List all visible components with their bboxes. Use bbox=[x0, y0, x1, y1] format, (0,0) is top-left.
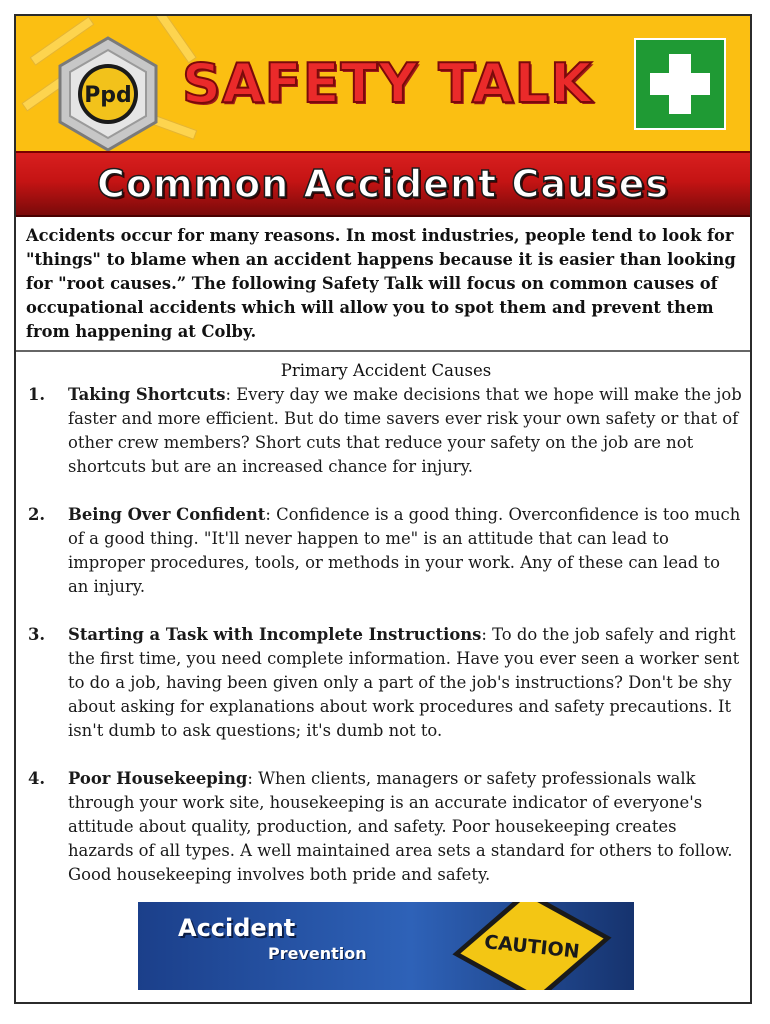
intro-paragraph: Accidents occur for many reasons. In most industries, people tend to look for "things" to blame when an accident happens because it is easier than looking for "root causes.” The following Safety Talk will focus on common causes of occupational accidents which will allow you to spot them and prevent them from happening at Colby. bbox=[26, 226, 736, 341]
list-item bbox=[16, 503, 750, 599]
item-text: : Every day we make decisions that we hope will make the job faster and more efficient. But do time savers ever risk your own safety or that of other crew members? Short cuts that reduce your safety on the job are not shortcuts but are an increased chance for injury. bbox=[68, 385, 742, 476]
list-item bbox=[16, 767, 750, 887]
caution-sign-icon bbox=[440, 902, 630, 990]
item-number: 4. bbox=[28, 769, 46, 788]
accident-prevention-banner bbox=[138, 902, 634, 990]
item-number: 1. bbox=[28, 385, 46, 404]
safety-talk-sheet bbox=[14, 14, 752, 1004]
causes-list bbox=[16, 383, 750, 887]
svg-text:CAUTION: CAUTION bbox=[483, 931, 581, 963]
item-text: : Confidence is a good thing. Overconfidence is too much of a good thing. "It'll never happen to me" is an attitude that can lead to improper procedures, tools, or methods in your work. Any of these can lead to an injury. bbox=[68, 505, 741, 596]
page-title: SAFETY TALK bbox=[182, 52, 593, 115]
banner-line1: Accident bbox=[178, 914, 296, 942]
section-title-band bbox=[16, 151, 750, 217]
item-text: : To do the job safely and right the first time, you need complete information. Have you ever seen a worker sent to do a job, having been given only a part of the job's instructions? Don't be shy about asking for explanations about work procedures and safety precautions. It isn't dumb to ask questions; it's dumb not to. bbox=[68, 625, 740, 740]
list-item bbox=[16, 383, 750, 479]
svg-text:Ppd: Ppd bbox=[84, 83, 132, 108]
causes-title: Primary Accident Causes bbox=[280, 361, 492, 380]
section-title: Common Accident Causes bbox=[96, 162, 670, 206]
item-heading: Poor Housekeeping bbox=[68, 769, 248, 788]
header-band bbox=[16, 16, 750, 151]
item-heading: Starting a Task with Incomplete Instructions bbox=[68, 625, 482, 644]
banner-line2: Prevention bbox=[268, 944, 367, 963]
divider bbox=[16, 350, 750, 352]
item-text: : When clients, managers or safety professionals walk through your work site, housekeeping is an accurate indicator of everyone's attitude about quality, production, and safety. Poor housekeeping creates hazards of all types. A well maintained area sets a standard for others to follow. Good housekeeping involves both pride and safety. bbox=[68, 769, 733, 884]
item-number: 3. bbox=[28, 625, 46, 644]
logo-icon bbox=[50, 36, 166, 151]
item-number: 2. bbox=[28, 505, 46, 524]
item-heading: Taking Shortcuts bbox=[68, 385, 226, 404]
list-item bbox=[16, 623, 750, 743]
first-aid-cross-icon bbox=[634, 38, 726, 130]
item-heading: Being Over Confident bbox=[68, 505, 266, 524]
